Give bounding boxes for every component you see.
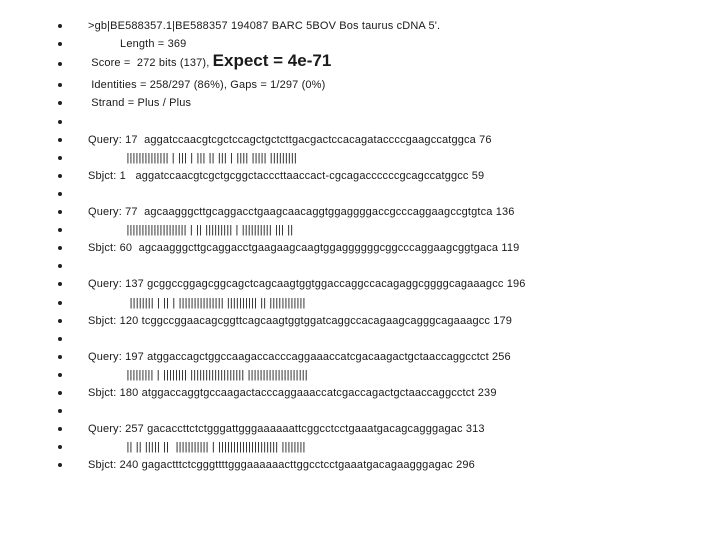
line-text: ||||||||| | |||||||| |||||||||||||||||| |||||||||||||||||||| — [88, 368, 308, 381]
line-text: |||||||||||||||||||| | || ||||||||| | |||||||||| ||| || — [88, 224, 294, 237]
line-text: Identities = 258/297 (86%), Gaps = 1/297 (0%) — [88, 79, 326, 92]
slide-line — [0, 349, 720, 365]
line-text: |||||||||||||| | ||| | ||| || ||| | |||| ||||| ||||||||| — [88, 151, 297, 164]
bullet-icon — [58, 409, 62, 413]
slide-line — [0, 403, 720, 419]
line-text: |||||||| | || | ||||||||||||||| |||||||||| || |||||||||||| — [88, 296, 306, 309]
line-text: Query: 137 gcggccggagcggcagctcagcaagtggtggaccaggccacagaggcggggcagaaagcc 196 — [88, 278, 526, 291]
slide-line — [0, 222, 720, 238]
bullet-icon — [58, 373, 62, 377]
slide-line — [0, 186, 720, 202]
bullet-icon — [58, 319, 62, 323]
slide-line — [0, 421, 720, 437]
slide-line — [0, 367, 720, 383]
bullet-icon — [58, 427, 62, 431]
line-text: Query: 17 aggatccaacgtcgctccagctgctcttgacgactccacagataccccgaagccatggca 76 — [88, 133, 492, 146]
bullet-icon — [58, 120, 62, 124]
slide-line — [0, 258, 720, 274]
bullet-icon — [58, 445, 62, 449]
bullet-icon — [58, 83, 62, 87]
bullet-icon — [58, 391, 62, 395]
slide-line — [0, 295, 720, 311]
slide-line — [0, 204, 720, 220]
bullet-icon — [58, 138, 62, 142]
bullet-icon — [58, 156, 62, 160]
line-text: Strand = Plus / Plus — [88, 97, 192, 110]
bullet-icon — [58, 301, 62, 305]
slide-line — [0, 77, 720, 93]
slide-line — [0, 114, 720, 130]
bullet-icon — [58, 62, 62, 66]
bullet-icon — [58, 337, 62, 341]
slide-line — [0, 439, 720, 455]
bullet-icon — [58, 192, 62, 196]
line-text: Sbjct: 240 gagactttctcgggttttgggaaaaaacttggcctcctgaaatgacagaagggagac 296 — [88, 459, 475, 472]
bullet-icon — [58, 463, 62, 467]
line-text: Sbjct: 1 aggatccaacgtcgctgcggctacccttaaccact-cgcagaccccccgcagccatggcc 59 — [88, 169, 485, 182]
bullet-icon — [58, 24, 62, 28]
score-line: Score = 272 bits (137), Expect = 4e-71 — [88, 51, 332, 71]
slide-line — [0, 51, 720, 72]
line-text: Length = 369 — [88, 38, 187, 51]
slide-line — [0, 95, 720, 111]
line-text: Sbjct: 60 agcaagggcttgcaggacctgaagaagcaagtggaggggggcggcccaggaagcggtgaca 119 — [88, 242, 520, 255]
bullet-icon — [58, 210, 62, 214]
bullet-icon — [58, 355, 62, 359]
slide-line — [0, 150, 720, 166]
bullet-icon — [58, 174, 62, 178]
line-text: >gb|BE588357.1|BE588357 194087 BARC 5BOV Bos taurus cDNA 5'. — [88, 20, 441, 32]
slide-line — [0, 331, 720, 347]
line-text: Query: 77 agcaagggcttgcaggacctgaagcaacaggtggaggggaccgcccaggaagccgtgtca 136 — [88, 206, 515, 218]
bullet-icon — [58, 246, 62, 250]
slide-line — [0, 313, 720, 329]
bullet-icon — [58, 264, 62, 268]
line-text: Query: 257 gacaccttctctgggattgggaaaaaattcggcctcctgaaatgacagcagggagac 313 — [88, 423, 485, 436]
bullet-icon — [58, 101, 62, 105]
slide-line — [0, 385, 720, 401]
bullet-icon — [58, 282, 62, 286]
slide-line — [0, 18, 720, 34]
slide-line — [0, 36, 720, 52]
slide-line — [0, 132, 720, 148]
expect-value: Expect = 4e-71 — [212, 51, 332, 71]
line-text: Query: 197 atggaccagctggccaagaccacccaggaaaccatcgacaagactgctaaccaggcctct 256 — [88, 350, 511, 363]
line-text: Sbjct: 120 tcggccggaacagcggttcagcaagtggtggatcaggccacagaagcagggcagaaagcc 179 — [88, 314, 513, 327]
line-text: || || ||||| || ||||||||||| | |||||||||||||||||||| |||||||| — [88, 441, 306, 454]
slide-line — [0, 457, 720, 473]
slide-line — [0, 240, 720, 256]
slide-line — [0, 168, 720, 184]
slide-line — [0, 276, 720, 292]
line-text: Sbjct: 180 atggaccaggtgccaagactacccaggaaaccatcgaccagactgctaaccaggcctct 239 — [88, 387, 497, 399]
bullet-icon — [58, 228, 62, 232]
bullet-icon — [58, 42, 62, 46]
